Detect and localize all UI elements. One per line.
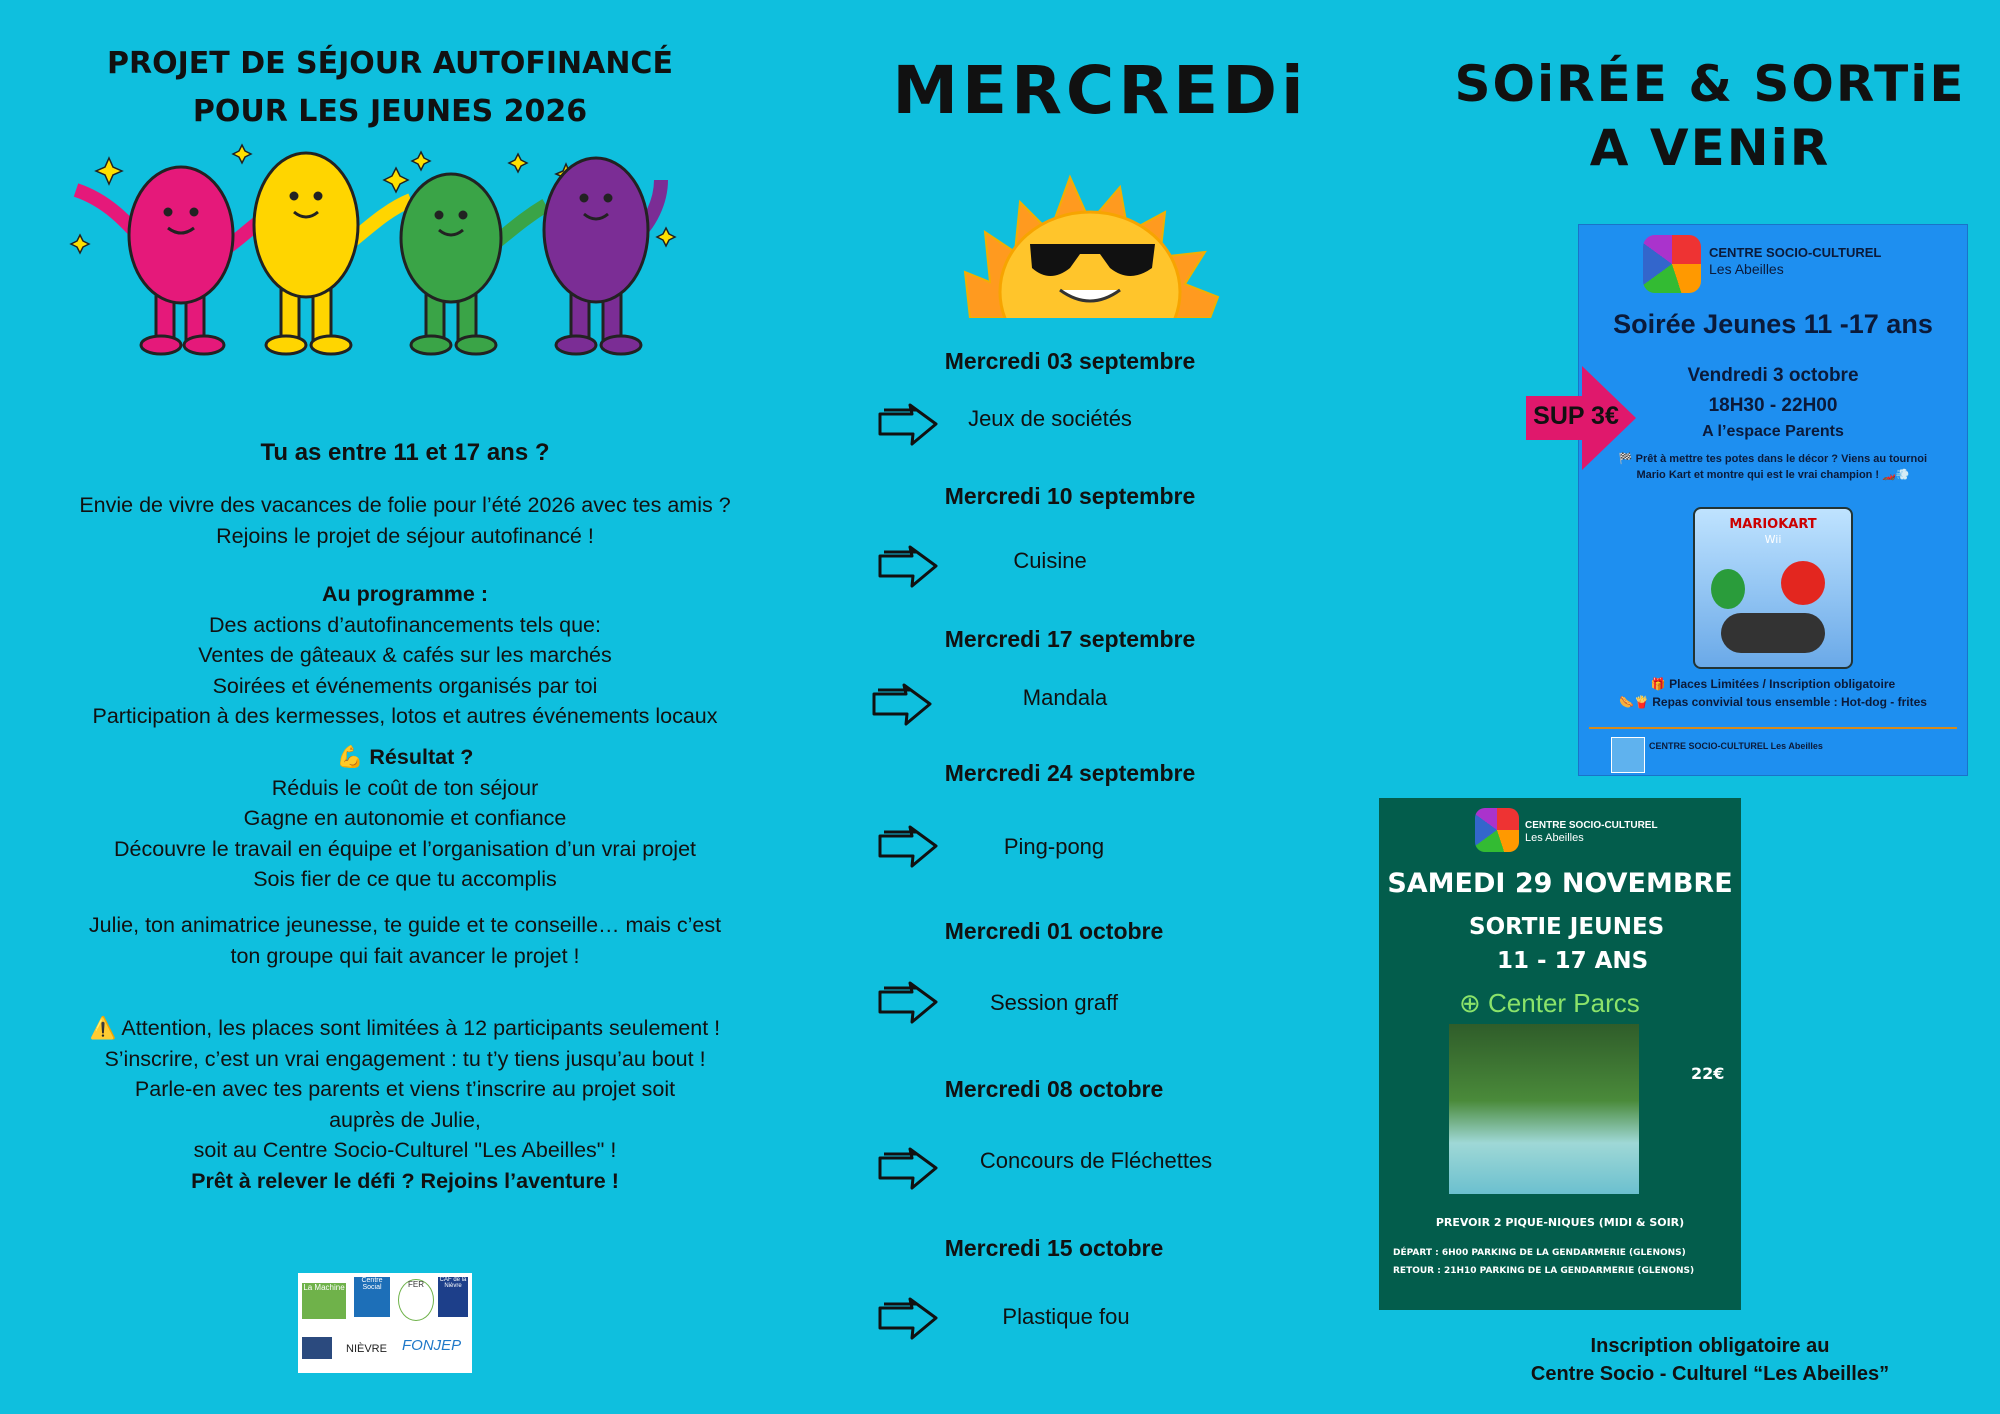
arrow-right-icon bbox=[870, 682, 934, 726]
attention-line: Attention, les places sont limitées à 12 participants seulement ! bbox=[121, 1016, 721, 1040]
center-parcs-logo bbox=[1459, 988, 1640, 1019]
schedule-activity: Concours de Fléchettes bbox=[979, 1148, 1213, 1173]
yellow-figure bbox=[254, 153, 411, 354]
fer-logo: FER bbox=[398, 1279, 434, 1321]
inscription-note bbox=[1440, 1332, 1980, 1388]
poster1-divider bbox=[1589, 727, 1957, 729]
poster2-depart: DÉPART : 6H00 PARKING DE LA GENDARMERIE (GLENONS) bbox=[1393, 1248, 1686, 1258]
pink-figure bbox=[76, 167, 281, 354]
arrow-right-icon bbox=[876, 1296, 940, 1340]
schedule-date: Mercredi 17 septembre bbox=[944, 626, 1196, 652]
schedule-date: Mercredi 15 octobre bbox=[944, 1235, 1164, 1261]
result-title-row bbox=[50, 742, 760, 773]
attention-section bbox=[50, 1013, 760, 1196]
schedule-date: Mercredi 03 septembre bbox=[944, 348, 1196, 374]
schedule-date: Mercredi 10 septembre bbox=[944, 483, 1196, 509]
arrow-right-icon bbox=[876, 1146, 940, 1190]
poster1-footer-logo bbox=[1611, 737, 1645, 773]
final-call: Prêt à relever le défi ? Rejoins l’aventure ! bbox=[191, 1168, 619, 1193]
poster1-bullet2: 🌭🍟 Repas convivial tous ensemble : Hot-dog - frites bbox=[1619, 695, 1927, 709]
program-line: Soirées et événements organisés par toi bbox=[212, 673, 598, 698]
schedule-activity: Cuisine bbox=[1013, 548, 1087, 573]
events-heading-line2: A VENiR bbox=[1589, 119, 1831, 177]
schedule-date: Mercredi 01 octobre bbox=[944, 918, 1164, 944]
schedule-date: Mercredi 24 septembre bbox=[944, 760, 1196, 786]
intro-text bbox=[50, 490, 760, 551]
attention-line: soit au Centre Socio-Culturel "Les Abeilles" ! bbox=[193, 1138, 617, 1162]
center-parcs-brand: Center Parcs bbox=[1488, 988, 1640, 1018]
kart-figure bbox=[1721, 613, 1825, 653]
inscription-line2: Centre Socio - Culturel “Les Abeilles” bbox=[1530, 1363, 1890, 1385]
wednesday-schedule bbox=[860, 340, 1300, 1350]
poster2-ages: 11 - 17 ANS bbox=[1497, 948, 1649, 974]
poster1-time: 18H30 - 22H00 bbox=[1708, 395, 1838, 416]
flexed-arm-icon: 💪 bbox=[336, 745, 364, 769]
attention-line: Parle-en avec tes parents et viens t’inscrire au projet soit bbox=[134, 1077, 676, 1101]
fonjep-logo: FONJEP bbox=[402, 1337, 462, 1354]
poster2-note: PREVOIR 2 PIQUE-NIQUES (MIDI & SOIR) bbox=[1435, 1216, 1685, 1229]
warning-icon: ⚠️ bbox=[89, 1016, 117, 1040]
green-figure bbox=[401, 174, 546, 354]
poster1-pitch: 🏁 Prêt à mettre tes potes dans le décor ? Viens au tournoi Mario Kart et montre qui est le vrai champion ! 🏎️💨 bbox=[1618, 453, 1928, 481]
julie-text bbox=[50, 910, 760, 971]
sun-sunglasses-illustration bbox=[960, 172, 1220, 318]
caf-logo: CAF de la Nièvre bbox=[438, 1277, 468, 1317]
poster1-bullet1: 🎁 Places Limitées / Inscription obligatoire bbox=[1650, 677, 1896, 691]
schedule-date: Mercredi 08 octobre bbox=[944, 1076, 1164, 1102]
outing-event-poster bbox=[1379, 798, 1741, 1310]
result-line: Gagne en autonomie et confiance bbox=[243, 806, 567, 830]
tropical-pool-photo bbox=[1449, 1024, 1639, 1194]
centre-social-logo: Centre Social bbox=[354, 1277, 390, 1317]
poster2-date: SAMEDI 29 NOVEMBRE bbox=[1387, 868, 1733, 899]
evening-event-poster bbox=[1578, 224, 1968, 776]
wednesday-heading: MERCREDi bbox=[892, 52, 1308, 129]
happy-figures-illustration bbox=[66, 140, 686, 360]
purple-figure bbox=[544, 158, 661, 354]
poster2-price: 22€ bbox=[1691, 1064, 1725, 1083]
mario-figure bbox=[1781, 561, 1825, 605]
inscription-line1: Inscription obligatoire au bbox=[1590, 1335, 1830, 1357]
poster1-footer-org: CENTRE SOCIO-CULTUREL Les Abeilles bbox=[1649, 741, 1823, 751]
julie-line: ton groupe qui fait avancer le projet ! bbox=[230, 943, 580, 968]
attention-line: S’inscrire, c’est un vrai engagement : tu t’y tiens jusqu’au bout ! bbox=[104, 1046, 706, 1071]
poster1-place: A l’espace Parents bbox=[1702, 423, 1844, 440]
schedule-activity: Ping-pong bbox=[1003, 834, 1105, 859]
result-section bbox=[50, 742, 760, 895]
poster1-title: Soirée Jeunes 11 -17 ans bbox=[1613, 309, 1933, 339]
poster2-title: SORTIE JEUNES bbox=[1469, 914, 1665, 940]
poster2-org-line1: CENTRE SOCIO-CULTUREL bbox=[1525, 820, 1658, 831]
left-title-line1: PROJET DE SÉJOUR AUTOFINANCÉ bbox=[107, 46, 673, 81]
left-title-line2: POUR LES JEUNES 2026 bbox=[192, 94, 588, 129]
events-heading bbox=[1440, 52, 1980, 180]
schedule-activity: Mandala bbox=[1022, 685, 1108, 710]
luigi-figure bbox=[1711, 569, 1745, 609]
schedule-activity: Session graff bbox=[989, 990, 1118, 1015]
result-line: Réduis le coût de ton séjour bbox=[271, 775, 539, 800]
poster1-org-line2: Les Abeilles bbox=[1709, 261, 1784, 277]
poster2-org-line2: Les Abeilles bbox=[1525, 832, 1584, 844]
program-section bbox=[50, 579, 760, 732]
program-line: Ventes de gâteaux & cafés sur les marchés bbox=[198, 643, 612, 667]
centre-logo-icon bbox=[1475, 808, 1519, 852]
program-line: Des actions d’autofinancements tels que: bbox=[208, 612, 601, 637]
game-title: MARIOKART bbox=[1729, 517, 1817, 532]
result-line: Sois fier de ce que tu accomplis bbox=[253, 867, 557, 891]
julie-line: Julie, ton animatrice jeunesse, te guide et te conseille… mais c’est bbox=[88, 913, 722, 937]
institution-logo bbox=[302, 1337, 332, 1359]
center-parcs-icon: ⊕ bbox=[1459, 988, 1481, 1018]
nievre-logo: NIÈVRE bbox=[346, 1343, 387, 1355]
sup-price-label: SUP 3€ bbox=[1533, 402, 1619, 430]
attention-row bbox=[50, 1013, 760, 1044]
age-question: Tu as entre 11 et 17 ans ? bbox=[260, 439, 550, 466]
attention-line: auprès de Julie, bbox=[329, 1107, 481, 1132]
centre-logo-icon bbox=[1643, 235, 1701, 293]
mariokart-cover-image bbox=[1693, 507, 1853, 669]
events-heading-line1: SOiRÉE & SORTiE bbox=[1454, 55, 1966, 113]
la-machine-logo: La Machine bbox=[302, 1283, 346, 1319]
result-line: Découvre le travail en équipe et l’organisation d’un vrai projet bbox=[113, 836, 697, 861]
intro-line: Rejoins le projet de séjour autofinancé ! bbox=[216, 523, 594, 548]
left-title bbox=[60, 40, 720, 136]
schedule-activity: Plastique fou bbox=[1002, 1304, 1130, 1329]
result-title: Résultat ? bbox=[369, 745, 474, 769]
intro-line: Envie de vivre des vacances de folie pour l’été 2026 avec tes amis ? bbox=[79, 493, 731, 517]
poster1-date: Vendredi 3 octobre bbox=[1687, 365, 1859, 386]
game-platform: Wii bbox=[1764, 533, 1782, 546]
sun-icon bbox=[965, 177, 1218, 318]
partner-logos bbox=[298, 1273, 472, 1373]
program-line: Participation à des kermesses, lotos et autres événements locaux bbox=[92, 704, 718, 728]
program-title: Au programme : bbox=[321, 582, 489, 606]
poster1-org-line1: CENTRE SOCIO-CULTUREL bbox=[1709, 245, 1882, 260]
poster2-retour: RETOUR : 21H10 PARKING DE LA GENDARMERIE (GLENONS) bbox=[1393, 1266, 1695, 1276]
schedule-activity: Jeux de sociétés bbox=[968, 406, 1132, 431]
